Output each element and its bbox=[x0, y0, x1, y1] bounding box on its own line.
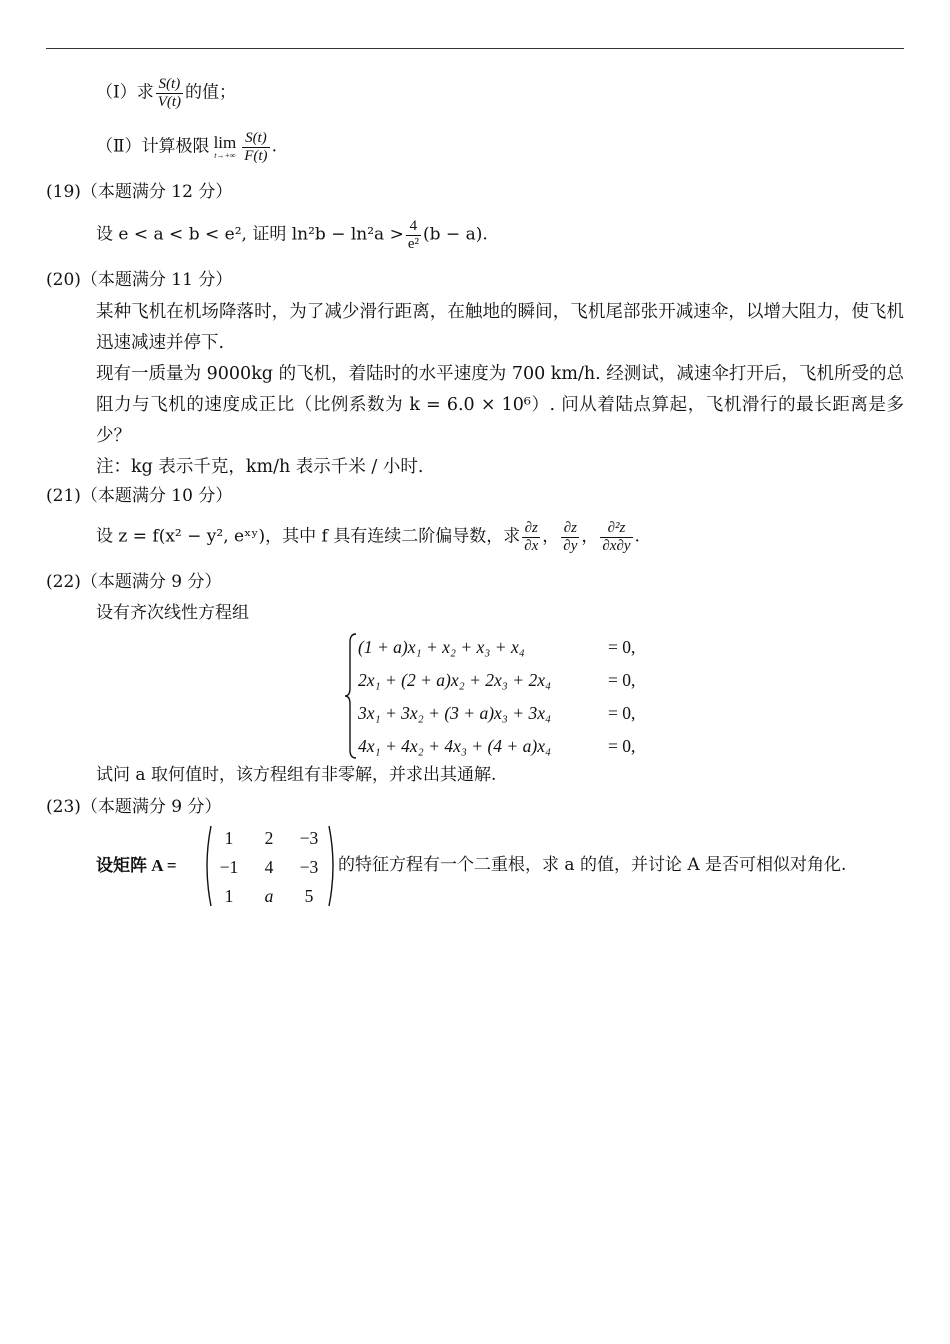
part2-text-pre: 计算极限 bbox=[141, 136, 210, 157]
part2-lim-under: t→+∞ bbox=[214, 150, 236, 160]
q21-head: (21)（本题满分 10 分） bbox=[46, 486, 233, 506]
matrix-cell: 5 bbox=[304, 886, 314, 906]
q21-derivative-3 bbox=[600, 520, 632, 554]
q21-d3-den: ∂x∂y bbox=[602, 537, 631, 554]
part2-fraction bbox=[242, 130, 269, 164]
part2-num: S(t) bbox=[242, 130, 269, 148]
matrix-cell: 2 bbox=[264, 828, 274, 848]
q21-end: . bbox=[634, 526, 640, 547]
equation-row-2-lhs: 2x₁ + (2 + a)x₂ + 2x₃ + 2x₄ bbox=[358, 670, 552, 690]
part2-marker: （Ⅱ） bbox=[96, 136, 142, 157]
equation-row-1-rhs: = 0, bbox=[608, 637, 636, 657]
q19-frac-num: 4 bbox=[406, 218, 421, 236]
equation-row-4 bbox=[358, 736, 635, 757]
matrix-cell: −3 bbox=[299, 828, 319, 848]
part1-marker: （Ⅰ） bbox=[96, 82, 137, 103]
q21-d3-num: ∂²z bbox=[600, 520, 632, 538]
q23-body-post: 的特征方程有一个二重根，求 a 的值，并讨论 A 是否可相似对角化. bbox=[338, 855, 847, 875]
part1-den: V(t) bbox=[157, 93, 182, 110]
q20-paragraph-2: 现有一质量为 9000kg 的飞机，着陆时的水平速度为 700 km/h. 经测试，减速伞打开后，飞机所受的总阻力与飞机的速度成正比（比例系数为 k = 6.0 × 10⁶）. 问从着陆点算起，飞机滑行的最长距离是多少？ bbox=[96, 364, 904, 446]
q23-body-pre bbox=[96, 857, 177, 875]
q21-d1-num: ∂z bbox=[522, 520, 540, 538]
part1-fraction bbox=[156, 76, 183, 110]
q22-intro: 设有齐次线性方程组 bbox=[96, 603, 249, 623]
part2-text-post: . bbox=[271, 136, 277, 157]
equation-row-2 bbox=[358, 670, 635, 691]
matrix-cell: 1 bbox=[224, 886, 234, 906]
q21-body-pre: 设 z = f(x² − y², eˣʸ)，其中 f 具有连续二阶偏导数，求 bbox=[96, 526, 521, 547]
part2-lim: lim bbox=[213, 132, 237, 152]
q21-derivative-2 bbox=[561, 520, 579, 554]
q22-question: 试问 a 取何值时，该方程组有非零解，并求出其通解. bbox=[96, 765, 497, 785]
equation-row-3 bbox=[358, 703, 635, 724]
part1-line bbox=[96, 76, 236, 110]
q20-paragraph-1: 某种飞机在机场降落时，为了减少滑行距离，在触地的瞬间，飞机尾部张开减速伞，以增大阻力，使飞机迅速减速并停下. bbox=[96, 302, 904, 353]
matrix-cell: a bbox=[264, 886, 274, 906]
q20-head: (20)（本题满分 11 分） bbox=[46, 270, 233, 290]
q21-sep-2: ， bbox=[581, 526, 599, 547]
q21-d2-num: ∂z bbox=[561, 520, 579, 538]
q21-d2-den: ∂y bbox=[563, 537, 578, 554]
equation-row-4-lhs: 4x₁ + 4x₂ + 4x₃ + (4 + a)x₄ bbox=[358, 736, 552, 756]
part2-limit bbox=[214, 134, 237, 160]
equation-row-1 bbox=[358, 637, 635, 658]
q21-d1-den: ∂x bbox=[524, 537, 539, 554]
top-rule bbox=[46, 48, 904, 49]
equation-row-1-lhs: (1 + a)x₁ + x₂ + x₃ + x₄ bbox=[358, 637, 525, 657]
q19-head: (19)（本题满分 12 分） bbox=[46, 182, 233, 202]
matrix-cell: −1 bbox=[219, 857, 239, 877]
matrix-A bbox=[203, 824, 337, 908]
q20-note: 注：kg 表示千克，km/h 表示千米 / 小时. bbox=[96, 457, 424, 477]
matrix-cell: 4 bbox=[264, 857, 274, 877]
equation-row-3-rhs: = 0, bbox=[608, 703, 636, 723]
equation-row-3-lhs: 3x₁ + 3x₂ + (3 + a)x₃ + 3x₄ bbox=[358, 703, 552, 723]
part1-text-post: 的值； bbox=[185, 82, 237, 103]
matrix-cell: −3 bbox=[299, 857, 319, 877]
q23-lead: 设矩阵 A = bbox=[96, 856, 177, 875]
equation-row-2-rhs: = 0, bbox=[608, 670, 636, 690]
q19-body-pre: 设 e < a < b < e², 证明 ln²b − ln²a > bbox=[96, 224, 404, 245]
q19-body-post: (b − a). bbox=[423, 224, 488, 245]
q21-sep-1: ， bbox=[542, 526, 560, 547]
part1-text-pre: 求 bbox=[136, 82, 154, 103]
q22-head: (22)（本题满分 9 分） bbox=[46, 572, 222, 592]
equation-system-brace bbox=[343, 632, 359, 760]
q19-fraction bbox=[406, 218, 421, 252]
q21-body bbox=[96, 520, 640, 554]
part2-den: F(t) bbox=[244, 147, 268, 164]
q19-frac-den: e² bbox=[407, 235, 419, 252]
q23-head: (23)（本题满分 9 分） bbox=[46, 797, 222, 817]
q21-derivative-1 bbox=[522, 520, 540, 554]
part1-num: S(t) bbox=[156, 76, 183, 94]
part2-line bbox=[96, 130, 277, 164]
matrix-cell: 1 bbox=[224, 828, 234, 848]
equation-row-4-rhs: = 0, bbox=[608, 736, 636, 756]
q19-body bbox=[96, 218, 488, 252]
